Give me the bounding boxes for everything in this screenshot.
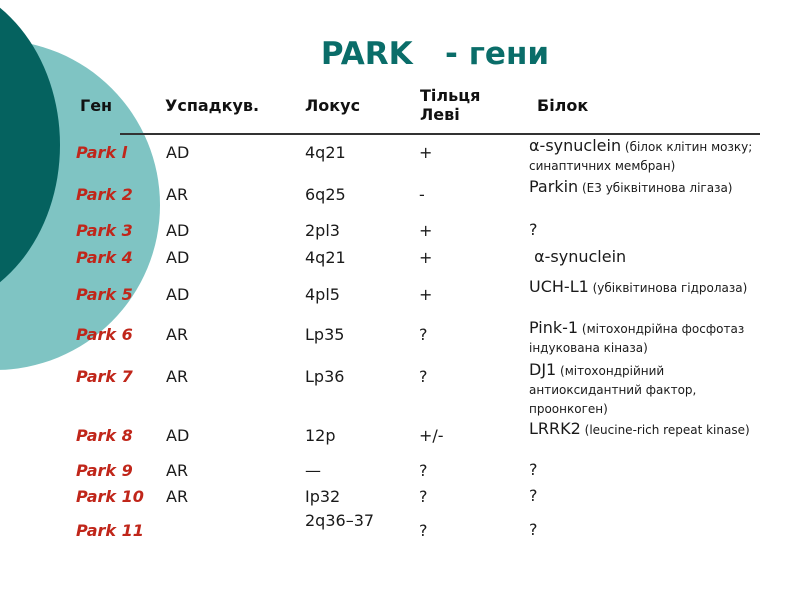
gene-name: Park 5 (76, 285, 133, 304)
protein-name: ? (529, 460, 538, 479)
protein-cell (529, 420, 769, 439)
protein-cell (529, 461, 769, 480)
gene-name: Park l (76, 143, 128, 162)
inheritance-cell: AR (166, 325, 189, 344)
gene-name: Park 9 (76, 461, 133, 480)
inheritance-cell: AR (166, 487, 189, 506)
protein-name: UCH-L1 (529, 277, 589, 296)
protein-cell (529, 487, 769, 506)
protein-note: (мітохондрійний антиоксидантний фактор, проонкоген) (529, 364, 697, 416)
protein-name: Pink-1 (529, 318, 579, 337)
lewy-cell: ? (419, 367, 428, 386)
locus-cell: 2pl3 (305, 221, 340, 240)
inheritance-cell: AD (166, 143, 190, 162)
protein-cell (529, 361, 769, 418)
lewy-cell: + (419, 285, 433, 304)
inheritance-cell: AD (166, 426, 190, 445)
protein-name: ? (529, 220, 538, 239)
header-gene: Ген (80, 96, 113, 115)
inheritance-cell: AD (166, 221, 190, 240)
inheritance-cell: AD (166, 248, 190, 267)
locus-cell: 12p (305, 426, 336, 445)
locus-cell: 6q25 (305, 185, 346, 204)
locus-cell: 2q36–37 (305, 511, 375, 530)
lewy-cell: ? (419, 521, 428, 540)
locus-cell: Lp35 (305, 325, 345, 344)
header-lewy-bodies (420, 86, 480, 124)
locus-cell: — (305, 461, 321, 480)
protein-name: α-synuclein (529, 247, 627, 266)
protein-cell (529, 278, 769, 297)
locus-cell: Lp36 (305, 367, 345, 386)
protein-cell (529, 248, 769, 267)
protein-name: α-synuclein (529, 136, 622, 155)
protein-note: (мітохондрійна фосфотаз індукована кіназа) (529, 322, 745, 355)
protein-name: ? (529, 486, 538, 505)
inheritance-cell: AD (166, 285, 190, 304)
gene-name: Park 8 (76, 426, 133, 445)
gene-name: Park 7 (76, 367, 133, 386)
gene-name: Park 2 (76, 185, 133, 204)
locus-cell: 4q21 (305, 143, 346, 162)
lewy-cell: + (419, 143, 433, 162)
lewy-cell: - (419, 185, 425, 204)
protein-cell (529, 521, 769, 540)
protein-note: (білок клітин мозку; синаптичних мембран) (529, 140, 753, 173)
locus-cell: Ip32 (305, 487, 341, 506)
protein-name: Parkin (529, 177, 579, 196)
protein-cell (529, 137, 769, 175)
inheritance-cell: AR (166, 367, 189, 386)
header-locus: Локус (305, 96, 361, 115)
protein-cell (529, 221, 769, 240)
protein-cell (529, 319, 769, 357)
lewy-cell: + (419, 248, 433, 267)
inheritance-cell: AR (166, 461, 189, 480)
gene-name: Park 6 (76, 325, 133, 344)
gene-name: Park 11 (76, 521, 144, 540)
header-protein: Білок (537, 96, 589, 115)
protein-note: (убіквітинова гідролаза) (588, 281, 748, 295)
gene-name: Park 4 (76, 248, 133, 267)
locus-cell: 4q21 (305, 248, 346, 267)
protein-note: (Е3 убіквітинова лігаза) (578, 181, 733, 195)
lewy-cell: + (419, 221, 433, 240)
protein-name: LRRK2 (529, 419, 581, 438)
locus-cell: 4pl5 (305, 285, 340, 304)
lewy-cell: +/- (419, 426, 444, 445)
protein-name: DJ1 (529, 360, 557, 379)
inheritance-cell: AR (166, 185, 189, 204)
protein-cell (529, 178, 769, 197)
protein-name: ? (529, 520, 538, 539)
lewy-cell: ? (419, 325, 428, 344)
header-lewy-line1: Тільця (420, 86, 481, 105)
gene-name: Park 10 (76, 487, 144, 506)
page-title: PARK - гени (320, 36, 550, 72)
header-inheritance: Успадкув. (165, 96, 260, 115)
lewy-cell: ? (419, 487, 428, 506)
gene-name: Park 3 (76, 221, 133, 240)
lewy-cell: ? (419, 461, 428, 480)
header-lewy-line2: Леві (420, 105, 460, 124)
header-divider (120, 133, 760, 135)
protein-note: (leucine-rich repeat kinase) (580, 423, 750, 437)
